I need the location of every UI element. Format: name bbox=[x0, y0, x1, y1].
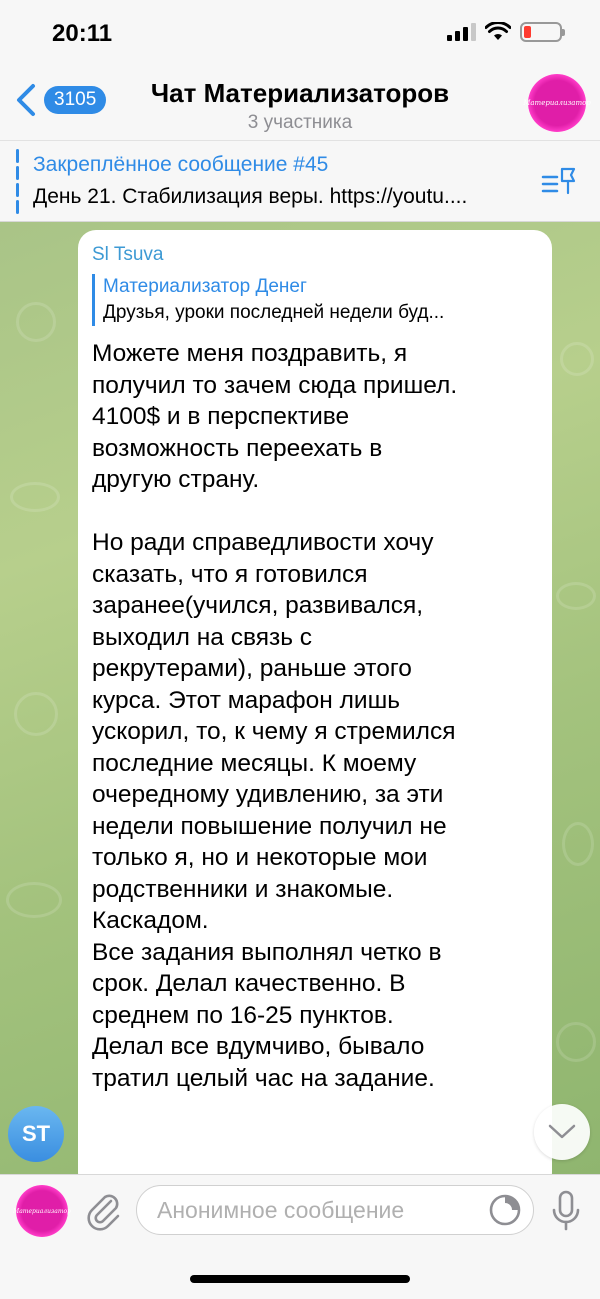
reply-text: Друзья, уроки последней недели буд... bbox=[103, 302, 445, 323]
status-icons bbox=[447, 22, 562, 42]
reply-title: Материализатор Денег bbox=[103, 276, 307, 297]
reply-quote[interactable] bbox=[92, 274, 536, 326]
status-time: 20:11 bbox=[52, 20, 113, 47]
sender-avatar[interactable] bbox=[8, 1106, 64, 1162]
pinned-list-icon[interactable] bbox=[540, 165, 578, 199]
chat-avatar-label: Материализатор bbox=[523, 99, 591, 107]
chat-avatar[interactable] bbox=[523, 74, 591, 132]
chevron-down-icon bbox=[547, 1123, 577, 1141]
chat-title[interactable]: Чат Материализаторов bbox=[150, 78, 450, 108]
send-as-avatar-label: Материализатор bbox=[13, 1207, 71, 1215]
home-indicator bbox=[190, 1275, 410, 1283]
cellular-signal-icon bbox=[447, 23, 476, 41]
chat-background[interactable] bbox=[0, 222, 600, 1174]
microphone-icon[interactable] bbox=[548, 1189, 584, 1233]
scroll-down-button[interactable] bbox=[534, 1104, 590, 1160]
wifi-icon bbox=[485, 22, 511, 42]
battery-icon bbox=[520, 22, 562, 42]
paperclip-icon[interactable] bbox=[84, 1189, 124, 1233]
input-bar bbox=[0, 1174, 600, 1299]
chat-subtitle: 3 участника bbox=[247, 112, 353, 133]
unread-count-badge: 3105 bbox=[44, 86, 106, 114]
chat-header bbox=[0, 66, 600, 140]
sticker-icon[interactable] bbox=[488, 1193, 522, 1227]
pinned-message[interactable] bbox=[0, 140, 600, 222]
pinned-text: День 21. Стабилизация веры. https://youtu.... bbox=[33, 185, 468, 208]
send-as-avatar[interactable] bbox=[13, 1185, 71, 1237]
message-text: Можете меня поздравить, я получил то зачем сюда пришел. 4100$ и в перспективе возможность переехать в другую страну. Но ради справедливости хочу сказать, что я готовился заранее(учился, развивался, выходил на связь с рекрутерами), раньше этого курса. Этот марафон лишь ускорил, то, к чему я стремился последние месяцы. К моему очередному удивлению, за эти недели повышение получил не только я, но и некоторые мои родственники и знакомые. Каскадом. Все задания выполнял четко в срок. Делал качественно. В среднем по 16-25 пунктов. Делал все вдумчиво, бывало тратил целый час на задание. bbox=[92, 340, 458, 1092]
pinned-indicator bbox=[16, 149, 19, 215]
message-bubble[interactable] bbox=[78, 230, 552, 1174]
message-input[interactable] bbox=[136, 1185, 534, 1235]
status-bar bbox=[0, 0, 600, 66]
message-sender[interactable]: Sl Tsuva bbox=[92, 244, 164, 265]
pinned-title: Закреплённое сообщение #45 bbox=[33, 153, 329, 176]
sender-avatar-initials: ST bbox=[21, 1121, 51, 1146]
